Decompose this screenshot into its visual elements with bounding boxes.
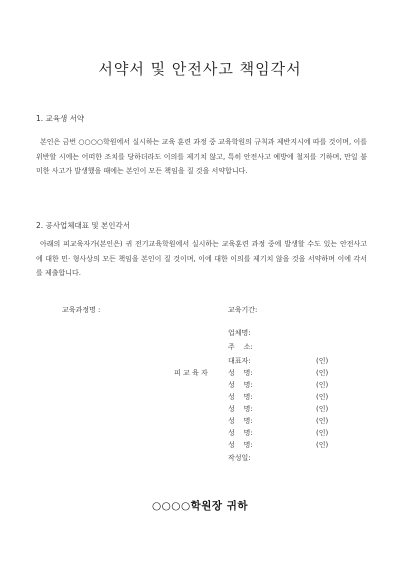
representative-pledge-text: 아래의 피교육자가(본인은) 귀 전기교육학원에서 실시하는 교육훈련 과정 중에 발생할 수도 있는 안전사고에 대한 민· 형사상의 모든 책임을 본인이 질 것이며, 이에 대한 이의를 제기치 않을 것을 서약하며 이에 각서를 제출합니다. <box>36 240 367 277</box>
written-date-label: 작성일: <box>228 454 251 462</box>
representative-label: 대표자: <box>228 357 251 365</box>
trainee-seal: (인) <box>316 381 329 389</box>
trainee-label: 피 교 육 자 <box>174 369 208 377</box>
trainee-seal: (인) <box>316 441 329 449</box>
document-title: 서약서 및 안전사고 책임각서 <box>98 60 302 78</box>
trainee-seal: (인) <box>316 393 329 401</box>
section-heading-representative-pledge: 2. 공사업체대표 및 본인각서 <box>36 221 131 230</box>
trainee-pledge-text: 본인은 금번 ○○○○학원에서 실시하는 교육 훈련 과정 중 교육학원의 규칙과 제반지시에 따를 것이며, 이를 위반할 시에는 어떠한 조치를 당하더라도 이의를 제기치 않고, 특히 안전사고 예방에 철저를 기하며, 만일 불미한 사고가 발생했을 때에는 본인이 모든 책임을 질 것을 서약합니다. <box>36 138 367 175</box>
trainee-seal: (인) <box>316 417 329 425</box>
course-period-label: 교육기간: <box>228 306 258 314</box>
trainee-name-label: 성 명: <box>228 417 253 425</box>
address-label: 주 소: <box>228 343 253 351</box>
trainee-seal: (인) <box>316 369 329 377</box>
trainee-name-label: 성 명: <box>228 441 253 449</box>
trainee-name-label: 성 명: <box>228 405 253 413</box>
company-name-label: 업체명: <box>228 329 251 337</box>
trainee-name-label: 성 명: <box>228 429 253 437</box>
trainee-name-label: 성 명: <box>228 381 253 389</box>
representative-seal: (인) <box>316 357 329 365</box>
trainee-seal: (인) <box>316 405 329 413</box>
trainee-name-label: 성 명: <box>228 369 253 377</box>
trainee-seal: (인) <box>316 429 329 437</box>
trainee-name-label: 성 명: <box>228 393 253 401</box>
addressee: ○○○○학원장 귀하 <box>151 500 249 512</box>
section-heading-trainee-pledge: 1. 교육생 서약 <box>36 114 85 123</box>
course-name-label: 교육과정명 : <box>62 306 101 314</box>
